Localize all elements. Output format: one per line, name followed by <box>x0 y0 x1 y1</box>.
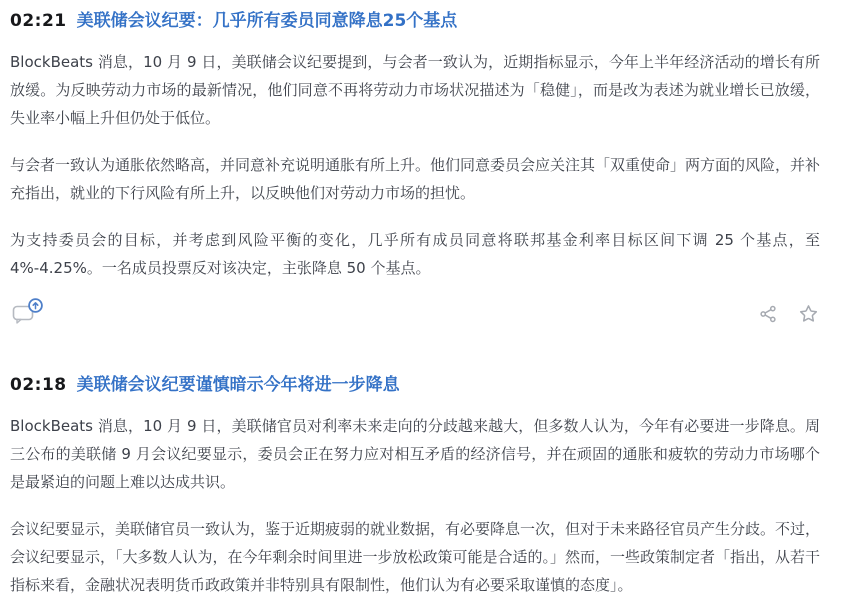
share-button[interactable] <box>759 305 777 326</box>
timestamp: 02:21 <box>10 11 67 31</box>
star-icon <box>799 304 818 326</box>
news-paragraph: 会议纪要显示，美联储官员一致认为，鉴于近期疲弱的就业数据，有必要降息一次，但对于未来路径官员产生分歧。不过，会议纪要显示，「大多数人认为，在今年剩余时间里进一步放松政策可能是合适的。」然而，一些政策制定者「指出，从若干指标来看，金融状况表明货币政政策并非特别具有限制性，他们认为有必要采取谨慎的态度」。 <box>10 520 821 594</box>
headline <box>10 9 820 33</box>
right-actions <box>759 304 820 326</box>
news-paragraph: BlockBeats 消息，10 月 9 日，美联储官员对利率未来走向的分歧越来越大，但多数人认为，今年有必要进一步降息。周三公布的美联储 9 月会议纪要显示，委员会正在努力应对相互矛盾的经济信号，并在顽固的通胀和疲软的劳动力市场哪个是最紧迫的问题上难以达成共识。 <box>10 417 820 491</box>
news-paragraph: 与会者一致认为通胀依然略高，并同意补充说明通胀有所上升。他们同意委员会应关注其「双重使命」两方面的风险，并补充指出，就业的下行风险有所上升，以反映他们对劳动力市场的担忧。 <box>10 156 821 202</box>
share-icon <box>759 305 777 326</box>
comment-button[interactable] <box>10 304 36 327</box>
comment-badge-icon <box>28 298 43 316</box>
headline <box>10 373 820 397</box>
favorite-button[interactable] <box>799 304 818 326</box>
news-paragraph: 为支持委员会的目标，并考虑到风险平衡的变化，几乎所有成员同意将联邦基金利率目标区间下调 25 个基点，至 4%-4.25%。一名成员投票反对该决定，主张降息 50 个基点。 <box>10 231 820 277</box>
news-item <box>10 9 820 329</box>
news-item <box>10 373 820 599</box>
timestamp: 02:18 <box>10 375 67 395</box>
comment-bubble-icon <box>12 304 36 327</box>
news-title-link[interactable]: 美联储会议纪要：几乎所有委员同意降息25个基点 <box>76 11 458 31</box>
news-paragraph: BlockBeats 消息，10 月 9 日，美联储会议纪要提到，与会者一致认为，近期指标显示，今年上半年经济活动的增长有所放缓。为反映劳动力市场的最新情况，他们同意不再将劳动力市场状况描述为「稳健」，而是改为表述为就业增长已放缓，失业率小幅上升但仍处于低位。 <box>10 53 820 127</box>
news-title-link[interactable]: 美联储会议纪要谨慎暗示今年将进一步降息 <box>76 375 400 395</box>
action-row <box>10 301 820 329</box>
